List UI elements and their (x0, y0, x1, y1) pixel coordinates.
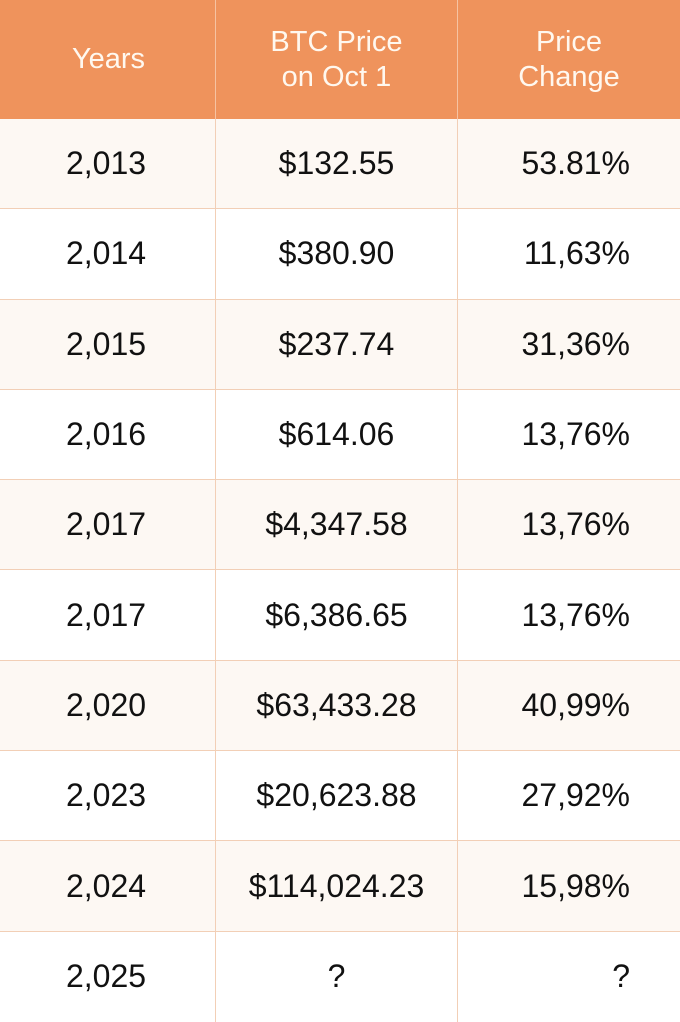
year-cell: 2,024 (0, 841, 216, 930)
year-cell: 2,016 (0, 390, 216, 479)
change-cell: 31,36% (521, 325, 630, 362)
table-row (0, 932, 680, 1022)
year-cell: 2,023 (0, 751, 216, 840)
table-row (0, 661, 680, 751)
table-row (0, 209, 680, 299)
table-row (0, 119, 680, 209)
price-cell: $114,024.23 (216, 841, 458, 930)
year-cell: 2,013 (0, 119, 216, 208)
change-cell: 53.81% (521, 145, 630, 182)
change-cell: 15,98% (521, 867, 630, 904)
header-btc-price: BTC Price on Oct 1 (216, 0, 458, 119)
change-cell: 40,99% (521, 686, 630, 723)
price-cell: $237.74 (216, 300, 458, 389)
change-cell: 11,63% (523, 235, 630, 272)
table-row (0, 300, 680, 390)
year-cell: 2,014 (0, 209, 216, 298)
table-header (0, 0, 680, 119)
year-cell: 2,025 (0, 932, 216, 1022)
price-cell: ? (216, 932, 458, 1022)
price-cell: $4,347.58 (216, 480, 458, 569)
table-row (0, 841, 680, 931)
year-cell: 2,017 (0, 480, 216, 569)
price-cell: $132.55 (216, 119, 458, 208)
price-cell: $63,433.28 (216, 661, 458, 750)
year-cell: 2,017 (0, 570, 216, 659)
table-row (0, 751, 680, 841)
table-row (0, 390, 680, 480)
change-cell: 13,76% (521, 596, 630, 633)
price-cell: $20,623.88 (216, 751, 458, 840)
header-price-change: Price Change (518, 25, 620, 93)
price-cell: $6,386.65 (216, 570, 458, 659)
change-cell: 13,76% (521, 506, 630, 543)
price-cell: $380.90 (216, 209, 458, 298)
table-row (0, 570, 680, 660)
price-cell: $614.06 (216, 390, 458, 479)
year-cell: 2,015 (0, 300, 216, 389)
year-cell: 2,020 (0, 661, 216, 750)
change-cell: 13,76% (521, 416, 630, 453)
change-cell: 27,92% (521, 777, 630, 814)
table-row (0, 480, 680, 570)
header-years: Years (0, 0, 216, 119)
change-cell: ? (612, 958, 630, 995)
